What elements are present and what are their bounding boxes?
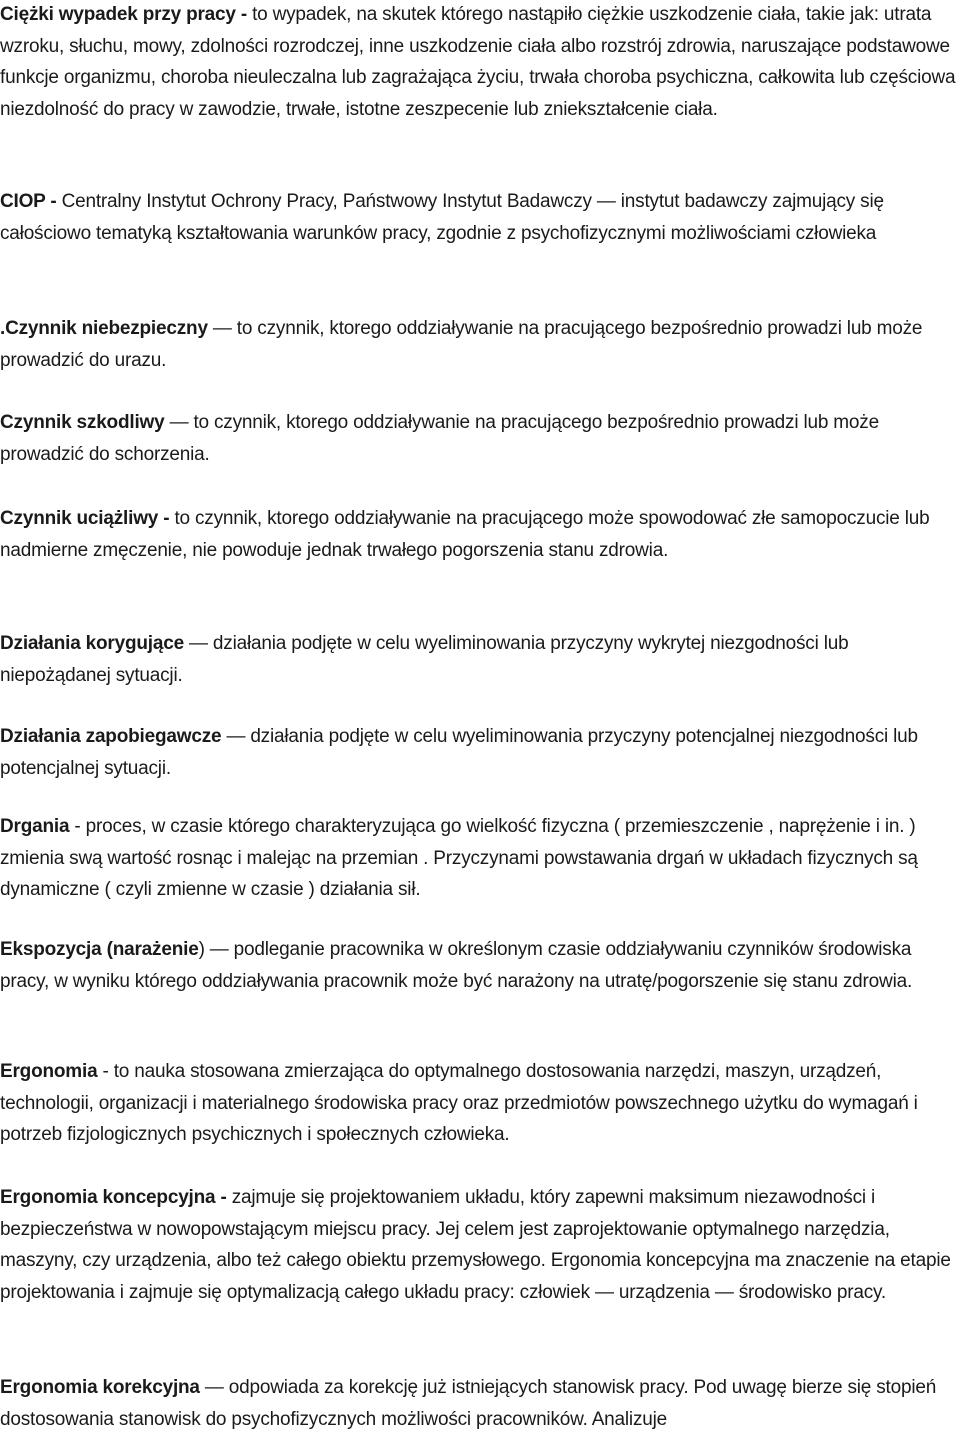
- definition-text-ergonomia-korekcyjna: — odpowiada za korekcję już istniejących stanowisk pracy. Pod uwagę bierze się stopień dostosowania stanowisk do psychofizycznych możliwości pracowników. Analizuje: [0, 1377, 937, 1430]
- term-ergonomia: Ergonomia: [0, 1061, 98, 1082]
- term-ciezki-wypadek: Ciężki wypadek przy pracy -: [0, 4, 247, 25]
- definition-ciop: [0, 186, 958, 249]
- definition-text-drgania: - proces, w czasie którego charakteryzująca go wielkość fizyczna ( przemieszczenie , naprężenie i in. ) zmienia swą wartość rosnąc i malejąc na przemian . Przyczynami powstawania drgań w układach fizycznych są dynamiczne ( czyli zmienne w czasie ) działania sił.: [0, 816, 918, 900]
- definition-ergonomia-korekcyjna: [0, 1372, 958, 1434]
- term-drgania: Drgania: [0, 816, 70, 837]
- definition-text-dzialania-zapobiegawcze: — działania podjęte w celu wyeliminowania przyczyny potencjalnej niezgodności lub potencjalnej sytuacji.: [0, 726, 918, 779]
- term-czynnik-uciazliwy: Czynnik uciążliwy -: [0, 508, 170, 529]
- definition-text-ciop: Centralny Instytut Ochrony Pracy, Państwowy Instytut Badawczy — instytut badawczy zajmujący się całościowo tematyką kształtowania warunków pracy, zgodnie z psychofizycznymi możliwościami człowieka: [0, 191, 884, 244]
- definition-text-czynnik-niebezpieczny: — to czynnik, ktorego oddziaływanie na pracującego bezpośrednio prowadzi lub może prowadzić do urazu.: [0, 318, 923, 371]
- term-dzialania-zapobiegawcze: Działania zapobiegawcze: [0, 726, 222, 747]
- term-czynnik-szkodliwy: Czynnik szkodliwy: [0, 412, 165, 433]
- definition-czynnik-szkodliwy: [0, 407, 958, 470]
- definition-drgania: [0, 811, 958, 906]
- definition-czynnik-niebezpieczny: [0, 313, 958, 376]
- term-ekspozycja: Ekspozycja (narażenie: [0, 939, 199, 960]
- definition-text-ergonomia: - to nauka stosowana zmierzająca do optymalnego dostosowania narzędzi, maszyn, urządzeń, technologii, organizacji i materialnego środowiska pracy oraz przedmiotów powszechnego użytku do wymagań i potrzeb fizjologicznych psychicznych i społecznych człowieka.: [0, 1061, 918, 1145]
- term-ergonomia-korekcyjna: Ergonomia korekcyjna: [0, 1377, 200, 1398]
- term-dzialania-korygujace: Działania korygujące: [0, 633, 184, 654]
- definition-text-dzialania-korygujace: — działania podjęte w celu wyeliminowania przyczyny wykrytej niezgodności lub niepożądanej sytuacji.: [0, 633, 849, 686]
- definition-text-ciezki-wypadek: to wypadek, na skutek którego nastąpiło ciężkie uszkodzenie ciała, takie jak: utrata wzroku, słuchu, mowy, zdolności rozrodczej, inne uszkodzenie ciała albo rozstrój zdrowia, naruszające podstawowe funkcje organizmu, choroba nieuleczalna lub zagrażająca życiu, trwała choroba psychiczna, całkowita lub częściowa niezdolność do pracy w zawodzie, trwałe, istotne zeszpecenie lub zniekształcenie ciała.: [0, 4, 956, 120]
- term-ergonomia-koncepcyjna: Ergonomia koncepcyjna -: [0, 1187, 227, 1208]
- term-ciop: CIOP -: [0, 191, 57, 212]
- definition-ergonomia: [0, 1056, 958, 1151]
- definition-ciezki-wypadek: [0, 0, 958, 125]
- definition-ergonomia-koncepcyjna: [0, 1182, 958, 1308]
- term-czynnik-niebezpieczny: .Czynnik niebezpieczny: [0, 318, 208, 339]
- definition-text-czynnik-szkodliwy: — to czynnik, ktorego oddziaływanie na pracującego bezpośrednio prowadzi lub może prowadzić do schorzenia.: [0, 412, 879, 465]
- definition-ekspozycja: [0, 934, 958, 997]
- definition-dzialania-korygujace: [0, 628, 958, 691]
- definition-text-ekspozycja: ) — podleganie pracownika w określonym czasie oddziaływaniu czynników środowiska pracy, w wyniku którego oddziaływania pracownik może być narażony na utratę/pogorszenie się stanu zdrowia.: [0, 939, 913, 992]
- definition-czynnik-uciazliwy: [0, 503, 958, 566]
- definition-dzialania-zapobiegawcze: [0, 721, 958, 784]
- definition-text-czynnik-uciazliwy: to czynnik, ktorego oddziaływanie na pracującego może spowodować złe samopoczucie lub nadmierne zmęczenie, nie powoduje jednak trwałego pogorszenia stanu zdrowia.: [0, 508, 930, 561]
- definition-text-ergonomia-koncepcyjna: zajmuje się projektowaniem układu, który zapewni maksimum niezawodności i bezpieczeństwa w nowopowstającym miejscu pracy. Jej celem jest zaprojektowanie optymalnego narzędzia, maszyny, czy urządzenia, albo też całego obiektu przemysłowego. Ergonomia koncepcyjna ma znaczenie na etapie projektowania i zajmuje się optymalizacją całego układu pracy: człowiek — urządzenia — środowisko pracy.: [0, 1187, 951, 1303]
